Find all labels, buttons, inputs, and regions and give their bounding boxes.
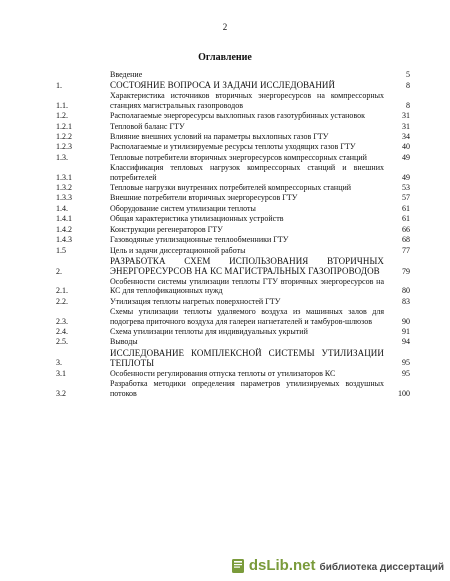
toc-entry-page: 61 <box>402 214 410 224</box>
toc-title: Оглавление <box>198 52 252 63</box>
toc-entry-page: 31 <box>402 121 410 131</box>
page-number: 2 <box>222 22 228 32</box>
toc-entry <box>56 277 410 296</box>
toc-entry-page: 5 <box>406 70 410 79</box>
table-of-contents <box>56 70 410 399</box>
toc-entry <box>56 225 410 234</box>
toc-entry <box>56 337 410 346</box>
toc-entry-number: 1.3.1 <box>56 172 72 182</box>
toc-entry-number: 1.2.1 <box>56 121 72 131</box>
toc-entry-text: Располагаемые и утилизируемые ресурсы теплоты уходящих газов ГТУ <box>110 142 356 152</box>
toc-entry <box>56 348 410 368</box>
toc-entry-text: Классификация тепловых нагрузок компрессорных станций и внешних потребителей <box>110 163 384 182</box>
toc-entry-number: 3.2 <box>56 388 66 398</box>
toc-entry-page: 95 <box>402 368 410 378</box>
toc-entry <box>56 307 410 326</box>
toc-entry-page: 66 <box>402 224 410 234</box>
watermark-subtitle: библиотека диссертаций <box>319 562 444 573</box>
toc-entry <box>56 142 410 151</box>
toc-entry-number: 1.4. <box>56 203 68 213</box>
toc-entry-number: 1.2.3 <box>56 142 72 152</box>
toc-entry <box>56 369 410 378</box>
toc-entry-text: Схема утилизации теплоты для индивидуальных укрытий <box>110 326 308 336</box>
toc-entry-page: 61 <box>402 203 410 213</box>
toc-entry-text: Тепловые нагрузки внутренних потребителей компрессорных станций <box>110 183 352 193</box>
toc-entry-number: 1.2.2 <box>56 132 72 142</box>
toc-entry <box>56 214 410 223</box>
toc-entry-text: Особенности регулирования отпуска теплоты от утилизаторов КС <box>110 368 336 378</box>
toc-entry <box>56 327 410 336</box>
toc-entry-number: 1.4.1 <box>56 214 72 224</box>
toc-entry-text: Введение <box>110 70 143 79</box>
book-logo-icon <box>231 558 245 574</box>
toc-entry-number: 1.3.2 <box>56 183 72 193</box>
toc-entry <box>56 163 410 182</box>
toc-entry-text: СОСТОЯНИЕ ВОПРОСА И ЗАДАЧИ ИССЛЕДОВАНИЙ <box>110 80 336 91</box>
toc-entry <box>56 183 410 192</box>
toc-entry <box>56 111 410 120</box>
toc-entry <box>56 70 410 79</box>
toc-entry <box>56 235 410 244</box>
toc-entry-number: 1.1. <box>56 100 68 110</box>
toc-entry-number: 2.1. <box>56 286 68 296</box>
toc-entry-number: 1.4.3 <box>56 235 72 245</box>
toc-entry-number: 1.5 <box>56 245 66 255</box>
toc-entry-page: 40 <box>402 142 410 152</box>
toc-entry-text: Разработка методики определения параметров утилизируемых воздушных потоков <box>110 379 384 398</box>
toc-entry-text: Тепловые потребители вторичных энергоресурсов компрессорных станций <box>110 152 367 162</box>
toc-entry <box>56 132 410 141</box>
toc-entry-number: 1.4.2 <box>56 224 72 234</box>
toc-entry-number: 1.3.3 <box>56 193 72 203</box>
toc-entry-page: 57 <box>402 193 410 203</box>
toc-entry-text: ИССЛЕДОВАНИЕ КОМПЛЕКСНОЙ СИСТЕМЫ УТИЛИЗАЦИИ ТЕПЛОТЫ <box>110 347 384 368</box>
toc-entry-page: 53 <box>402 183 410 193</box>
toc-entry-text: Оборудование систем утилизации теплоты <box>110 203 256 213</box>
toc-entry-number: 2.3. <box>56 316 68 326</box>
toc-entry-text: Внешние потребители вторичных энергоресурсов ГТУ <box>110 193 298 203</box>
toc-entry-text: Газоводяные утилизационные теплообменники ГТУ <box>110 235 289 245</box>
toc-entry-text: Схемы утилизации теплоты удаляемого воздуха из машинных залов для подогрева приточного воздуха для галереи нагнетателей и тамбуров-шлюзов <box>110 307 384 326</box>
toc-entry-number: 1. <box>56 81 62 90</box>
toc-entry <box>56 80 410 90</box>
toc-entry-page: 79 <box>402 266 410 276</box>
toc-entry-text: Выводы <box>110 337 138 347</box>
toc-entry <box>56 91 410 110</box>
toc-entry-page: 49 <box>402 152 410 162</box>
toc-entry-text: Цель и задачи диссертационной работы <box>110 245 246 255</box>
toc-entry <box>56 379 410 398</box>
toc-entry <box>56 193 410 202</box>
toc-entry-text: Влияние внешних условий на параметры выхлопных газов ГТУ <box>110 132 329 142</box>
toc-entry-page: 8 <box>406 100 410 110</box>
toc-entry-page: 8 <box>406 81 410 90</box>
toc-entry-page: 31 <box>402 111 410 121</box>
toc-entry-number: 2.5. <box>56 337 68 347</box>
toc-entry-text: Особенности системы утилизации теплоты ГТУ вторичных энергоресурсов на КС для теплофикационных нужд <box>110 276 384 296</box>
toc-entry-number: 2.4. <box>56 326 68 336</box>
toc-entry <box>56 256 410 276</box>
toc-entry <box>56 246 410 255</box>
toc-entry-page: 94 <box>402 337 410 347</box>
toc-entry <box>56 204 410 213</box>
toc-entry-text: Конструкции регенераторов ГТУ <box>110 224 223 234</box>
toc-entry-page: 80 <box>402 286 410 296</box>
toc-entry-page: 100 <box>398 388 410 398</box>
toc-entry-page: 90 <box>402 316 410 326</box>
toc-entry-number: 1.2. <box>56 111 68 121</box>
toc-entry-page: 95 <box>402 358 410 368</box>
toc-entry-number: 2.2. <box>56 296 68 306</box>
toc-entry-page: 91 <box>402 326 410 336</box>
toc-entry-number: 3. <box>56 358 62 368</box>
toc-entry-page: 77 <box>402 245 410 255</box>
toc-entry-number: 3.1 <box>56 368 66 378</box>
watermark[interactable] <box>231 557 444 575</box>
toc-entry-page: 34 <box>402 132 410 142</box>
toc-entry-text: Располагаемые энергоресурсы выхлопных газов газотурбинных установок <box>110 111 366 121</box>
toc-entry-number: 2. <box>56 266 62 276</box>
toc-entry-page: 49 <box>402 172 410 182</box>
toc-entry-page: 83 <box>402 296 410 306</box>
toc-entry-page: 68 <box>402 235 410 245</box>
toc-entry-text: Утилизация теплоты нагретых поверхностей ГТУ <box>110 296 281 306</box>
toc-entry-number: 1.3. <box>56 152 68 162</box>
toc-entry-text: РАЗРАБОТКА СХЕМ ИСПОЛЬЗОВАНИЯ ВТОРИЧНЫХ ЭНЕРГОРЕСУРСОВ НА КС МАГИСТРАЛЬНЫХ ГАЗОПРОВОДОВ <box>110 255 384 276</box>
toc-entry <box>56 153 410 162</box>
toc-entry-text: Тепловой баланс ГТУ <box>110 121 185 131</box>
toc-entry-text: Характеристика источников вторичных энергоресурсов на компрессорных станциях магистральных газопроводов <box>110 91 384 110</box>
watermark-brand: dsLib.net <box>248 557 316 574</box>
toc-entry <box>56 297 410 306</box>
toc-entry <box>56 122 410 131</box>
toc-entry-text: Общая характеристика утилизационных устройств <box>110 214 284 224</box>
